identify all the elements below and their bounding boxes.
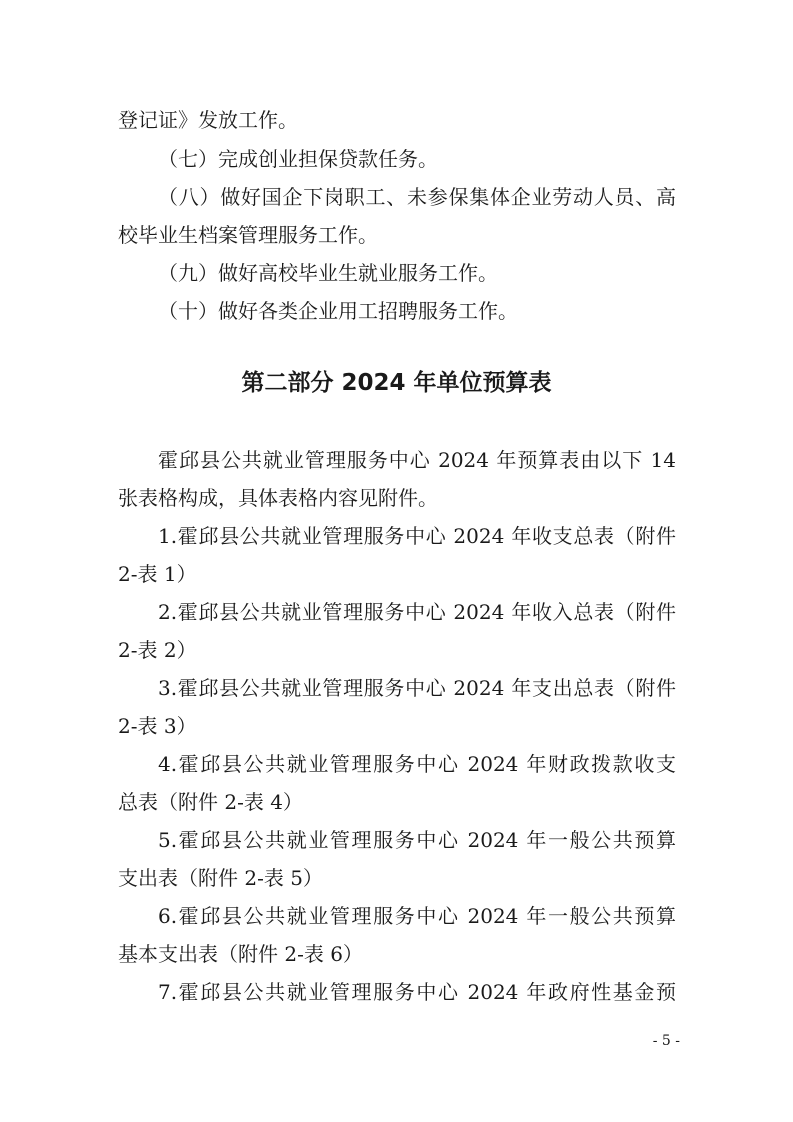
- table-list-item-6-line2: 基本支出表（附件 2-表 6）: [118, 942, 363, 966]
- work-item-8-line2: 校毕业生档案管理服务工作。: [118, 223, 378, 247]
- text-line-continued: 登记证》发放工作。: [118, 108, 298, 132]
- section-heading: 第二部分 2024 年单位预算表: [241, 370, 552, 396]
- intro-line2: 张表格构成，具体表格内容见附件。: [118, 486, 438, 510]
- table-list-item-5-line2: 支出表（附件 2-表 5）: [118, 866, 323, 890]
- table-list-item-2-line2: 2-表 2）: [118, 638, 197, 662]
- work-item-7: （七）完成创业担保贷款任务。: [158, 147, 438, 171]
- intro-line1: 霍邱县公共就业管理服务中心 2024 年预算表由以下 14: [158, 448, 676, 472]
- table-list-item-1-line2: 2-表 1）: [118, 562, 197, 586]
- work-item-9: （九）做好高校毕业生就业服务工作。: [158, 261, 498, 285]
- work-item-10: （十）做好各类企业用工招聘服务工作。: [158, 299, 518, 323]
- table-list-item-2-line1: 2.霍邱县公共就业管理服务中心 2024 年收入总表（附件: [158, 600, 676, 624]
- work-item-8-line1: （八）做好国企下岗职工、未参保集体企业劳动人员、高: [158, 185, 676, 209]
- table-list-item-3-line1: 3.霍邱县公共就业管理服务中心 2024 年支出总表（附件: [158, 676, 676, 700]
- table-list-item-4-line2: 总表（附件 2-表 4）: [118, 790, 303, 814]
- table-list-item-3-line2: 2-表 3）: [118, 714, 197, 738]
- table-list-item-6-line1: 6.霍邱县公共就业管理服务中心 2024 年一般公共预算: [158, 904, 676, 928]
- page-number: - 5 -: [652, 1033, 680, 1049]
- table-list-item-1-line1: 1.霍邱县公共就业管理服务中心 2024 年收支总表（附件: [158, 524, 676, 548]
- table-list-item-7-line1: 7.霍邱县公共就业管理服务中心 2024 年政府性基金预: [158, 980, 676, 1004]
- table-list-item-4-line1: 4.霍邱县公共就业管理服务中心 2024 年财政拨款收支: [158, 752, 676, 776]
- table-list-item-5-line1: 5.霍邱县公共就业管理服务中心 2024 年一般公共预算: [158, 828, 676, 852]
